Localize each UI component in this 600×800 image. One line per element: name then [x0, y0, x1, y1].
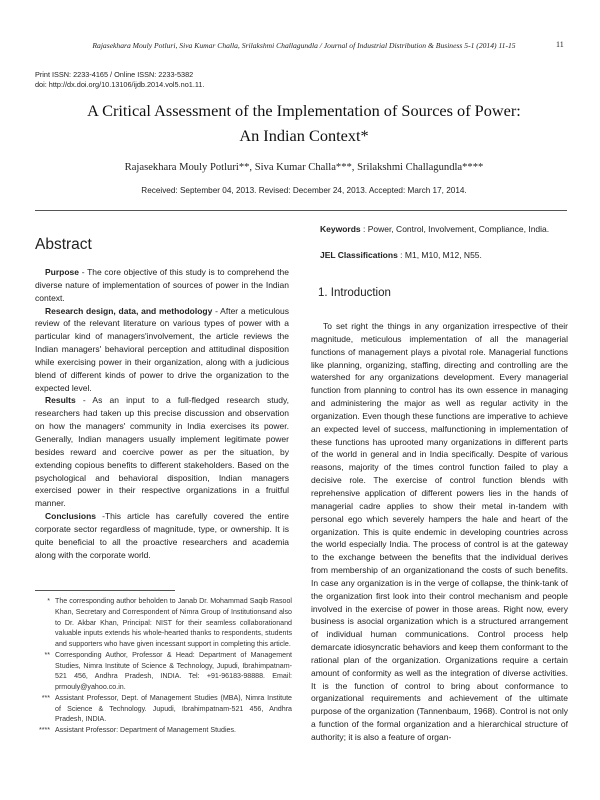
- article-title: [40, 98, 568, 148]
- keywords: [320, 223, 570, 235]
- abstract-design: [35, 305, 289, 395]
- footnote-text: Corresponding Author, Professor & Head: Department of Management Studies, Nimra Institute of Science & Technology, Jupudi, Ibrahimpatnam- 521 456, Andhra Pradesh, INDIA. Tel: +91-96183-98888. Email: prmouly@yahoo.co.in.: [55, 650, 292, 691]
- jel-classifications: [320, 249, 570, 261]
- publication-meta: [35, 70, 204, 89]
- results-label: Results: [45, 395, 76, 406]
- footnote-divider: [35, 590, 175, 591]
- introduction-paragraph: To set right the things in any organization irrespective of their magnitude, meticulous implementation of all the managerial functions of management plays a pivotal role. Managerial functions like planning, organizing, staffing, directing and controlling are the watershed for any organizations development. Every managerial function from planning to control has its own essence in managing and administering the major as well as regular activity in the organization. Even though these functions are imperative to achieve an expected level of success, malfunctioning in implementation of these functions has uprooted many organizations in different parts of the world in general and in India specifically. Despite of various reasons, majority of the times control function failed to play a decisive role. The exercise of control function blends with reprehensive application of different powers lies in the hands of managerial cadre applies to show their metal in-tandem with personal ego which severely hampers the hale and heart of the organization. This is quite endemic in developing countries across the world especially India. The process of control is at the gateway to the exchange between the benefits that the individual derives from membership of an organizationand the costs of such benefits. In case any organization is in the verge of collapse, the think-tank of the organization first look into their control mechanism and people involved in the exercise of power in those areas. Right now, every business is asocial organization which is a structured arrangement of individual human communications. Control process help demarcate idiosyncratic behaviors and keep them conformant to the rational plan of the organization. Organizations require a certain amount of conformity as well as the integration of diverse activities. It is the function of control to bring about conformance to organizational requirements and achievement of the ultimate purpose of the organization (Tannenbaum, 1968). Control is not only a function of the formal organization and a hierarchical structure of authority; it is also a feature of organ-: [311, 321, 568, 742]
- footnote-text: Assistant Professor: Department of Management Studies.: [55, 726, 236, 734]
- abstract-heading: Abstract: [35, 236, 92, 253]
- article-dates: Received: September 04, 2013. Revised: December 24, 2013. Accepted: March 17, 2014.: [141, 186, 467, 195]
- page-number: 11: [556, 40, 564, 49]
- running-head: Rajasekhara Mouly Potluri, Siva Kumar Challa, Srilakshmi Challagundla / Journal of Industrial Distribution & Business 5-1 (2014) 11-15: [92, 41, 516, 50]
- issn-line: Print ISSN: 2233-4165 / Online ISSN: 2233-5382: [35, 70, 194, 79]
- footnote: [35, 693, 292, 725]
- purpose-text: - The core objective of this study is to comprehend the diverse nature of implementation of sources of power in the Indian context.: [35, 267, 289, 303]
- footnote-text: The corresponding author beholden to Janab Dr. Mohammad Saqib Rasool Khan, Secretary and Correspondent of Nimra Group of Institutionsand also to Dr. Akbar Khan, Principal: NIST for their seamless collaborationand valuable inputs extends his whole-hearted thanks to respondents, students and supporters who have given incessant support in completing this article.: [55, 597, 292, 648]
- jel-text: : M1, M10, M12, N55.: [397, 250, 482, 260]
- introduction-body: [311, 320, 568, 744]
- footnote-mark: ****: [38, 726, 50, 734]
- results-text: - As an input to a full-fledged research study, researchers had taken up this precise discussion and observation on how the managers' community in India exercises its power. Generally, Indian managers usually implement legitimate power besides reward and coercive power as per the situation, by extending copious benefits to different stakeholders. Based on the psychological and behavioral disposition, Indian managers exercised power in their respective organizations in a fruitful manner.: [35, 395, 289, 509]
- abstract-purpose: [35, 266, 289, 305]
- conclusions-label: Conclusions: [45, 511, 97, 522]
- design-text: - After a meticulous review of the relevant literature on various types of power with a particular kind of managers'involvement, the article reviews the Indian managers' behavioral perception and attitudinal disposition while exercising power in their organization, along with a judicious blend of different kinds of power to drive the organization to the expected level.: [35, 305, 289, 393]
- abstract-body: [35, 266, 289, 561]
- purpose-label: Purpose: [45, 267, 80, 277]
- footnote-mark: *: [47, 597, 50, 605]
- title-line-1: A Critical Assessment of the Implementation of Sources of Power:: [87, 101, 521, 120]
- footnotes: [35, 596, 292, 736]
- footnote-text: Assistant Professor, Dept. of Management Studies (MBA), Nimra Institute of Science & Technology. Jupudi, Ibrahimpatnam-521 456, Andhra Pradesh, INDIA.: [55, 693, 292, 724]
- footnote: [35, 650, 292, 693]
- keywords-label: Keywords: [320, 224, 361, 234]
- design-label: Research design, data, and methodology: [45, 305, 213, 316]
- abstract-results: [35, 394, 289, 510]
- conclusions-text: -This article has carefully covered the entire corporate sector regardless of magnitude, type, or ownership. It is quite beneficial to all the proactive researchers and academia along with the corporate world.: [35, 511, 289, 560]
- footnote: [35, 596, 292, 650]
- header-divider: [35, 210, 567, 211]
- abstract-conclusions: [35, 510, 289, 561]
- jel-label: JEL Classifications: [320, 250, 398, 260]
- introduction-heading: 1. Introduction: [318, 287, 391, 299]
- keywords-text: : Power, Control, Involvement, Compliance, India.: [360, 224, 550, 234]
- footnote-mark: **: [44, 650, 50, 659]
- footnote: [35, 725, 292, 736]
- footnote-mark: ***: [41, 693, 50, 702]
- authors: Rajasekhara Mouly Potluri**, Siva Kumar Challa***, Srilakshmi Challagundla****: [124, 162, 484, 173]
- doi-line: doi: http://dx.doi.org/10.13106/ijdb.2014.vol5.no1.11.: [35, 79, 205, 89]
- title-line-2: An Indian Context*: [239, 126, 369, 145]
